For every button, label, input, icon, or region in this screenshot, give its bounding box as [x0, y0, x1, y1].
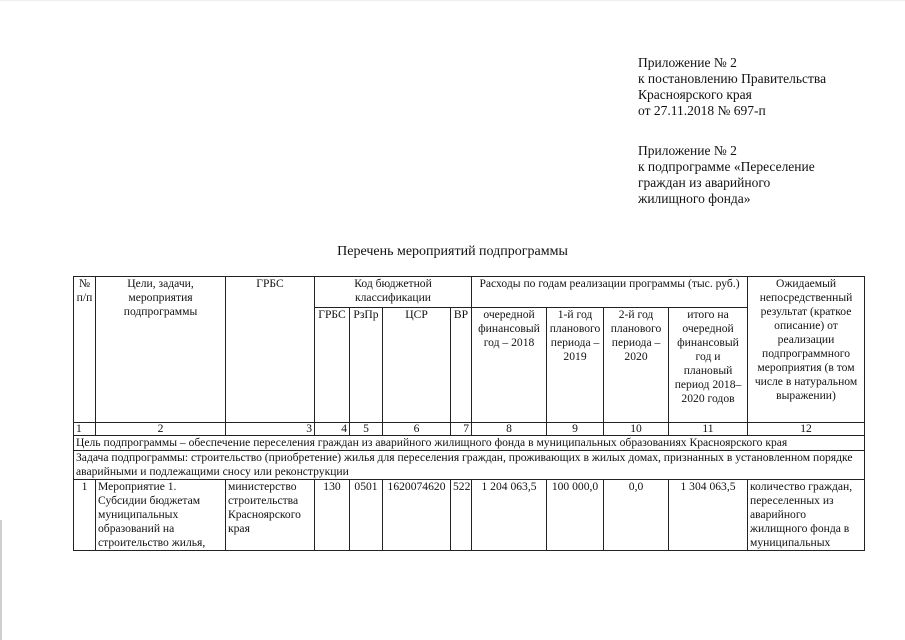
- goal-text: Цель подпрограммы – обеспечение переселения граждан из аварийного жилищного фонда в муниципальных образованиях Красноярского края: [74, 436, 865, 451]
- row-csr: 1620074620: [383, 480, 451, 551]
- appendix-line: жилищного фонда»: [638, 191, 751, 206]
- header-result: Ожидаемый непосредственный результат (краткое описание) от реализации подпрограммного мероприятия (в том числе в натуральном выражении): [748, 277, 865, 423]
- row-result: количество граждан, переселенных из аварийного жилищного фонда в муниципальных: [748, 480, 865, 551]
- column-number: 10: [604, 423, 669, 436]
- column-number: 3: [226, 423, 315, 436]
- task-text: Задача подпрограммы: строительство (приобретение) жилья для переселения граждан, проживающих в жилых домах, признанных в установленном порядке аварийными и подлежащими сносу или реконструкции: [74, 451, 865, 480]
- row-rzpr: 0501: [350, 480, 383, 551]
- column-number: 5: [350, 423, 383, 436]
- table-row: [74, 480, 865, 551]
- subheader-2018: очередной финансовый год – 2018: [472, 308, 547, 423]
- header-expenses: Расходы по годам реализации программы (тыс. руб.): [472, 277, 748, 308]
- task-row: [74, 451, 865, 480]
- scan-edge: [0, 0, 905, 1]
- goal-row: [74, 436, 865, 451]
- header-budget-code: Код бюджетной классификации: [315, 277, 472, 308]
- row-total: 1 304 063,5: [669, 480, 748, 551]
- column-number-row: [74, 423, 865, 436]
- column-number: 6: [383, 423, 451, 436]
- column-number: 4: [315, 423, 350, 436]
- document-title: Перечень мероприятий подпрограммы: [337, 244, 568, 259]
- table-header-row: [74, 277, 865, 308]
- appendix-header-subprogram: [638, 143, 815, 207]
- appendix-line: к постановлению Правительства: [638, 71, 827, 86]
- column-number: 12: [748, 423, 865, 436]
- header-grbs: ГРБС: [226, 277, 315, 423]
- appendix-line: от 27.11.2018 № 697-п: [638, 103, 766, 118]
- subheader-total: итого на очередной финансовый год и плановый период 2018–2020 годов: [669, 308, 748, 423]
- subheader-vr: ВР: [451, 308, 472, 423]
- column-number: 2: [96, 423, 226, 436]
- appendix-line: Приложение № 2: [638, 55, 737, 70]
- row-measure-name: Мероприятие 1. Субсидии бюджетам муниципальных образований на строительство жилья,: [96, 480, 226, 551]
- appendix-line: граждан из аварийного: [638, 175, 771, 190]
- appendix-line: к подпрограмме «Переселение: [638, 159, 815, 174]
- appendix-header-decree: [638, 55, 826, 119]
- row-2020: 0,0: [604, 480, 669, 551]
- row-2019: 100 000,0: [547, 480, 604, 551]
- row-num: 1: [74, 480, 96, 551]
- row-2018: 1 204 063,5: [472, 480, 547, 551]
- row-grbs-code: 130: [315, 480, 350, 551]
- row-grbs-name: министерство строительства Красноярского края: [226, 480, 315, 551]
- appendix-line: Красноярского края: [638, 87, 752, 102]
- subheader-csr: ЦСР: [383, 308, 451, 423]
- measures-table: [73, 276, 865, 551]
- column-number: 9: [547, 423, 604, 436]
- subheader-2019: 1-й год планового периода – 2019: [547, 308, 604, 423]
- header-goals: Цели, задачи, мероприятия подпрограммы: [96, 277, 226, 423]
- scan-edge-left: [0, 520, 2, 640]
- header-num: № п/п: [74, 277, 96, 423]
- column-number: 8: [472, 423, 547, 436]
- column-number: 1: [74, 423, 96, 436]
- subheader-grbs: ГРБС: [315, 308, 350, 423]
- column-number: 11: [669, 423, 748, 436]
- row-vr: 522: [451, 480, 472, 551]
- subheader-rzpr: РзПр: [350, 308, 383, 423]
- subheader-2020: 2-й год планового периода – 2020: [604, 308, 669, 423]
- column-number: 7: [451, 423, 472, 436]
- appendix-line: Приложение № 2: [638, 143, 737, 158]
